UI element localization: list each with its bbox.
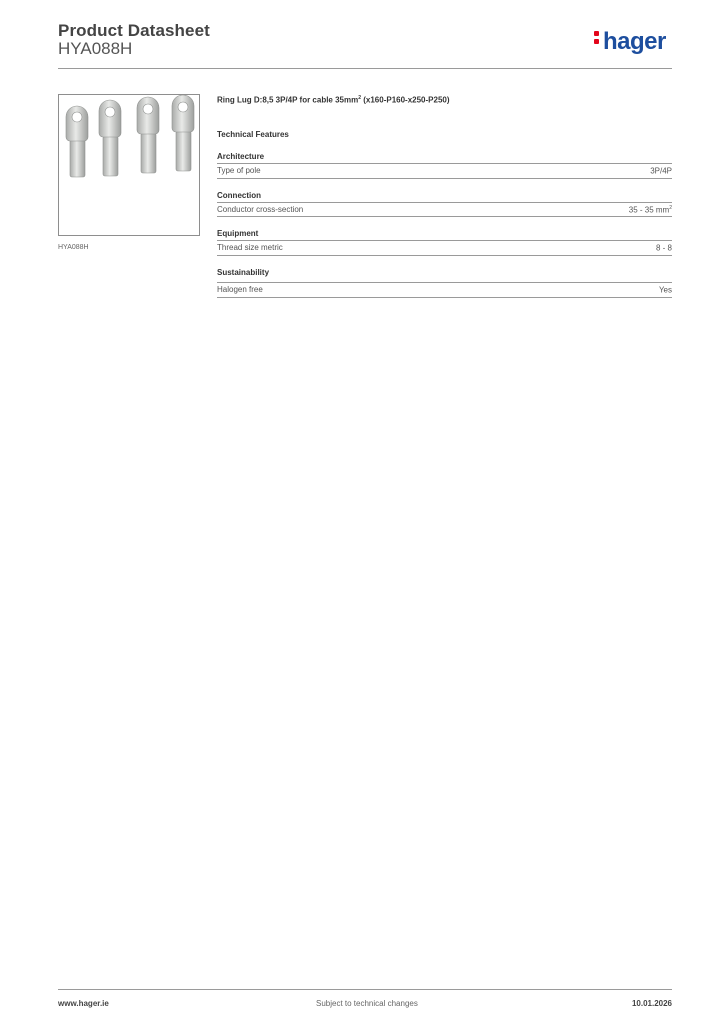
footer-date: 10.01.2026 (631, 999, 672, 1008)
product-code: HYA088H (58, 39, 133, 58)
product-title-tail: (x160-P160-x250-P250) (361, 95, 450, 105)
product-photo (58, 94, 200, 236)
footer-divider (58, 989, 672, 990)
section-heading: Connection (217, 191, 672, 203)
spec-content (217, 95, 672, 298)
product-title-main: Ring Lug D:8,5 3P/4P for cable 35mm (217, 95, 359, 105)
footer-note: Subject to technical changes (316, 999, 418, 1008)
spec-value: 8 - 8 (655, 243, 672, 253)
section-equipment (217, 229, 672, 256)
product-title-superscript: 2 (358, 95, 362, 101)
spec-label: Type of pole (217, 166, 261, 175)
section-sustainability (217, 268, 672, 298)
spec-value: 35 - 35 $mm^2$ (628, 204, 672, 215)
spec-value: Yes (658, 285, 672, 295)
lug-4 (172, 95, 194, 171)
spec-label: Halogen free (217, 284, 263, 294)
spec-value: 3P/4P (650, 166, 672, 176)
spec-row (217, 164, 672, 179)
logo-text: hager (603, 28, 666, 55)
spec-row (217, 203, 672, 218)
lug-3 (137, 97, 159, 173)
spec-label: Conductor cross-section (217, 204, 304, 214)
section-heading: Architecture (217, 152, 672, 164)
section-architecture (217, 152, 672, 179)
photo-caption: HYA088H (58, 244, 89, 251)
hager-logo (594, 28, 666, 56)
product-title (217, 95, 672, 105)
section-heading: Sustainability (217, 268, 672, 283)
section-connection (217, 191, 672, 218)
header-divider (58, 68, 672, 69)
lug-2 (99, 100, 121, 176)
spec-row (217, 283, 672, 298)
section-heading: Equipment (217, 229, 672, 241)
spec-row (217, 241, 672, 256)
spec-label: Thread size metric (217, 243, 283, 253)
lug-1 (66, 106, 88, 177)
footer-website-link[interactable]: www.hager.ie (58, 999, 109, 1008)
logo-dots-icon (594, 28, 600, 47)
technical-features-heading: Technical Features (217, 130, 289, 139)
ring-lug-image (59, 95, 199, 235)
page-title: Product Datasheet (58, 21, 210, 40)
